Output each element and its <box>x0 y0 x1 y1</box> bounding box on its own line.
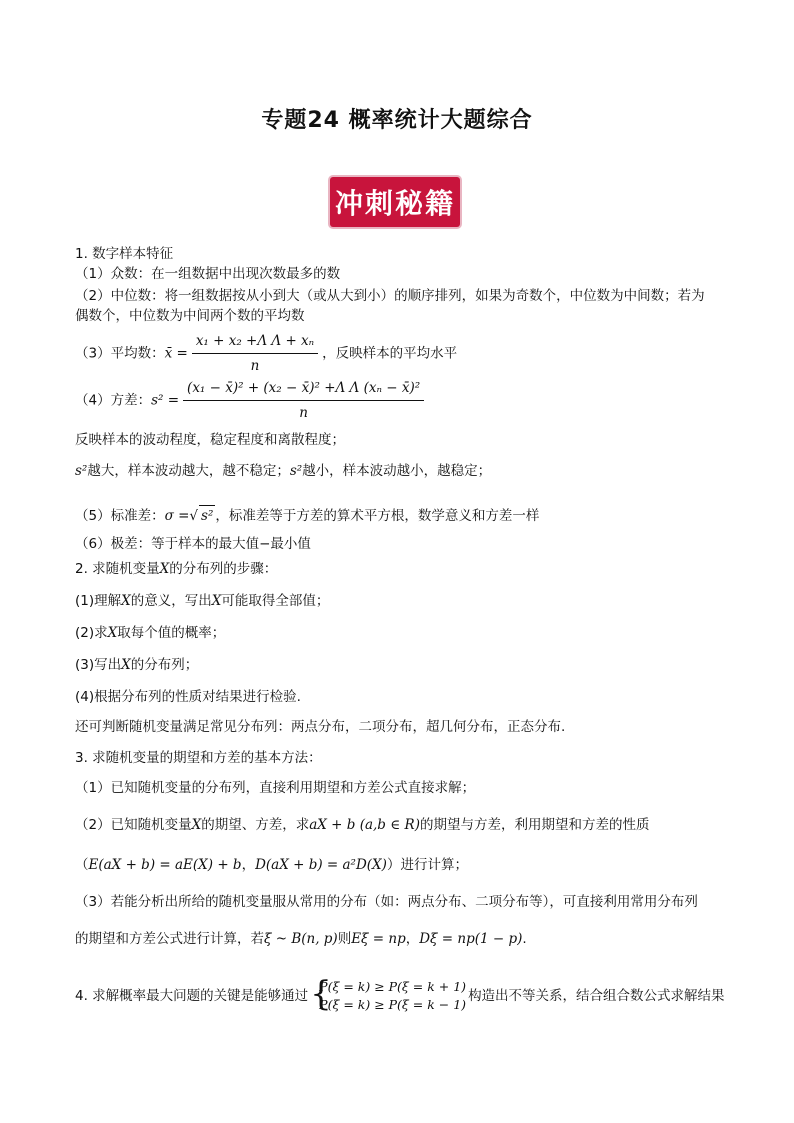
var-x: X <box>191 817 202 833</box>
variance-property: D(aX + b) = a²D(X) <box>255 857 387 873</box>
paren-close: ）进行计算； <box>386 857 468 873</box>
variance-interpretation <box>75 461 491 481</box>
section-2-heading <box>75 559 277 579</box>
section-2-heading-b: 的分布列的步骤： <box>169 561 278 577</box>
binomial-variance: Dξ = np(1 − p) <box>419 931 523 947</box>
section-3-heading: 3. 求随机变量的期望和方差的基本方法： <box>75 750 322 766</box>
mode-item: （1）众数：在一组数据中出现次数最多的数 <box>75 266 341 282</box>
variance-fraction <box>183 378 424 423</box>
mean-denominator: n <box>250 358 260 374</box>
section-4-lead: 4. 求解概率最大问题的关键是能够通过 <box>75 988 309 1004</box>
step-1-c: 可能取得全部值； <box>221 593 330 609</box>
var-x: X <box>121 593 131 609</box>
variance-lhs: s² = <box>151 392 180 409</box>
step-1 <box>75 591 329 611</box>
method-3-c: 则 <box>337 931 352 947</box>
variance-denominator: n <box>299 405 308 421</box>
mean-lhs: x̄ = <box>164 345 188 362</box>
expectation-property: E(aX + b) = aE(X) + b <box>88 857 242 873</box>
step-4: (4)根据分布列的性质对结果进行检验. <box>75 689 301 705</box>
method-2-line1 <box>75 815 649 835</box>
var-x: X <box>107 625 118 641</box>
step-1-b: 的意义，写出 <box>130 593 212 609</box>
method-3-line2 <box>75 929 527 949</box>
inequality-system <box>310 974 467 1014</box>
variance-symbol-small: s² <box>289 463 303 479</box>
variance-numerator: (x₁ − x̄)² + (x₂ − x̄)² +Λ Λ (xₙ − x̄)² <box>183 378 424 401</box>
var-x: X <box>121 657 131 673</box>
method-2-c: 的期望与方差，利用期望和方差的性质 <box>419 817 650 833</box>
mean-numerator: x₁ + x₂ +Λ Λ + xₙ <box>192 331 318 354</box>
section-1-heading: 1. 数字样本特征 <box>75 246 174 262</box>
method-1: （1）已知随机变量的分布列，直接利用期望和方差公式直接求解； <box>75 780 476 796</box>
sprint-secrets-badge: 冲刺秘籍 <box>330 177 460 227</box>
method-2-b: 的期望、方差，求 <box>201 817 310 833</box>
step-3-b: 的分布列； <box>130 657 199 673</box>
method-3-d: ， <box>405 931 420 947</box>
variance-reflect: 反映样本的波动程度，稳定程度和离散程度； <box>75 432 345 448</box>
linear-transform-expr: aX + b (a,b ∈ R) <box>309 817 420 833</box>
method-3-end: . <box>522 931 527 947</box>
inequality-1: P(ξ = k) ≥ P(ξ = k + 1) <box>319 979 467 994</box>
std-dev-tail: ，标准差等于方差的算术平方根，数学意义和方差一样 <box>215 508 540 524</box>
variance-symbol-big: s² <box>75 463 88 479</box>
common-distributions: 还可判断随机变量满足常见分布列：两点分布，二项分布，超几何分布，正态分布. <box>75 719 566 735</box>
variance-label: （4）方差： <box>75 392 152 409</box>
range-item: （6）极差：等于样本的最大值−最小值 <box>75 536 311 552</box>
paren-open: （ <box>75 857 89 873</box>
inequality-2: P(ξ = k) ≥ P(ξ = k − 1) <box>319 997 467 1012</box>
var-x: X <box>211 593 222 609</box>
median-item-line1: （2）中位数：将一组数据按从小到大（或从大到小）的顺序排列，如果为奇数个，中位数为中间数；若为 <box>75 288 705 304</box>
std-dev-label: （5）标准差： <box>75 508 165 524</box>
median-item-line2: 偶数个，中位数为中间两个数的平均数 <box>75 308 305 324</box>
mean-label: （3）平均数： <box>75 345 165 362</box>
var-x: X <box>159 561 170 577</box>
step-2-a: (2)求 <box>75 625 108 641</box>
binomial-expectation: Eξ = np <box>351 931 406 947</box>
variance-small-text: 越小，样本波动越小，越稳定； <box>302 463 492 479</box>
method-2-line2 <box>75 855 468 875</box>
step-2 <box>75 623 225 643</box>
step-3 <box>75 655 198 675</box>
mean-tail: ，反映样本的平均水平 <box>322 345 458 362</box>
std-dev-radicand: s² <box>199 505 215 526</box>
step-1-a: (1)理解 <box>75 593 122 609</box>
mean-fraction <box>192 331 318 376</box>
left-brace: { <box>310 974 332 1014</box>
method-2-a: （2）已知随机变量 <box>75 817 192 833</box>
mean-item <box>75 331 457 376</box>
std-dev-lhs: σ = <box>164 508 190 524</box>
method-3-b: 的期望和方差公式进行计算，若 <box>75 931 264 947</box>
variance-item <box>75 378 428 423</box>
section-4 <box>75 974 725 1014</box>
section-2-heading-a: 2. 求随机变量 <box>75 561 160 577</box>
variance-big-text: 越大，样本波动越大，越不稳定； <box>87 463 290 479</box>
section-4-tail: 构造出不等关系，结合组合数公式求解结果 <box>468 988 725 1004</box>
method-3-line1: （3）若能分析出所给的随机变量服从常用的分布（如：两点分布、二项分布等），可直接利用常用分布列 <box>75 894 698 910</box>
comma: ， <box>241 857 256 873</box>
step-2-b: 取每个值的概率； <box>117 625 226 641</box>
binomial-dist: ξ ~ B(n, p) <box>264 931 338 947</box>
page-title: 专题24 概率统计大题综合 <box>261 108 533 133</box>
step-3-a: (3)写出 <box>75 657 122 673</box>
std-dev-item: （5）标准差：σ =√ s² ，标准差等于方差的算术平方根，数学意义和方差一样 <box>75 505 539 526</box>
